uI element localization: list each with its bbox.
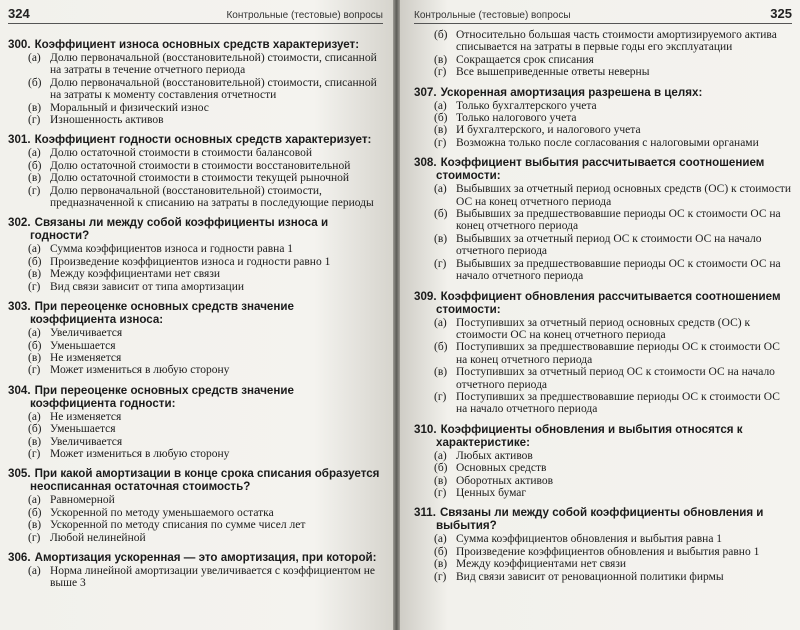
option-text: Долю первоначальной (восстановительной) стоимости, списанной на затраты к моменту составления отчетности [50,76,377,102]
answer-option [414,54,792,66]
option-text: Сокращается срок списания [456,53,594,66]
option-text: Уменьшается [50,423,116,436]
option-text: Любых активов [456,449,533,462]
answer-options [8,243,383,293]
question-block [8,216,383,293]
answer-option [8,52,383,77]
question-number: 307. [414,85,437,99]
answer-option [414,208,792,233]
question-text: Коэффициент обновления рассчитывается соотношением стоимости: [436,289,781,316]
question-title [8,38,383,51]
question-number: 305. [8,467,31,481]
option-mark: (а) [28,494,41,507]
question-number: 309. [414,289,437,303]
continued-options [414,29,792,79]
option-text: Может измениться в любую сторону [50,364,230,377]
answer-option [414,475,792,487]
answer-option [414,487,792,499]
question-block [414,290,792,416]
question-title [8,300,383,326]
option-text: И бухгалтерского, и налогового учета [456,124,641,137]
option-mark: (а) [28,327,41,340]
question-number: 308. [414,156,437,170]
question-text: При переоценке основных средств значение коэффициента годности: [30,383,294,410]
question-title [8,133,383,146]
option-text: Равномерной [50,494,115,507]
answer-options [414,100,792,150]
answer-option [8,565,383,590]
option-mark: (г) [434,136,447,149]
question-block [8,384,383,461]
answer-option [8,160,383,172]
answer-option [414,546,792,558]
question-number: 311. [414,506,436,520]
answer-option [414,100,792,112]
answer-option [414,183,792,208]
answer-option [414,258,792,283]
option-text: Ускоренной по методу уменьшаемого остатка [50,506,274,519]
option-mark: (а) [28,410,41,423]
option-text: Только бухгалтерского учета [456,99,597,112]
question-number: 304. [8,383,31,397]
answer-option [414,366,792,391]
option-mark: (в) [28,268,42,281]
answer-option [414,571,792,583]
right-running-head [414,6,792,24]
left-running-title: Контрольные (тестовые) вопросы [226,10,383,21]
answer-option [414,137,792,149]
option-text: Относительно большая часть стоимости амортизируемого актива списывается на затраты в первые годы его эксплуатации [456,29,777,54]
option-mark: (б) [28,76,42,89]
question-text: Коэффициент выбытия рассчитывается соотношением стоимости: [436,156,765,183]
option-mark: (а) [28,147,41,160]
option-text: Все вышеприведенные ответы неверны [456,66,650,79]
question-title [414,156,792,182]
answer-option [414,66,792,78]
answer-option [414,462,792,474]
answer-option [8,327,383,339]
answer-option [8,448,383,460]
option-text: Выбывших за отчетный период основных средств (ОС) к стоимости ОС на конец отчетного периода [456,183,791,208]
answer-option [414,112,792,124]
option-text: Долю остаточной стоимости в стоимости восстановительной [50,159,351,172]
option-text: Норма линейной амортизации увеличивается с коэффициентом не выше 3 [50,564,376,590]
left-page-number: 324 [8,6,30,21]
answer-option [414,317,792,342]
option-mark: (г) [434,66,447,79]
question-title [8,384,383,410]
answer-options [8,52,383,126]
answer-option [8,436,383,448]
option-mark: (б) [434,545,448,558]
answer-option [414,341,792,366]
option-mark: (г) [28,531,41,544]
option-text: Моральный и физический износ [50,101,209,114]
option-text: Возможна только после согласования с налоговыми органами [456,136,759,149]
option-mark: (в) [434,53,448,66]
question-block [8,551,383,590]
answer-options [414,317,792,416]
question-text: Связаны ли между собой коэффициенты обновления и выбытия? [436,506,764,533]
option-mark: (а) [434,99,447,112]
question-number: 306. [8,550,31,564]
question-text: При какой амортизации в конце срока списания образуется неосписанная остаточная стоимость? [30,467,380,494]
option-mark: (в) [434,366,448,379]
option-mark: (в) [28,435,42,448]
option-mark: (б) [434,341,448,354]
question-title [8,216,383,242]
option-mark: (а) [434,183,447,196]
option-text: Увеличивается [50,435,123,448]
option-mark: (г) [28,447,41,460]
option-mark: (г) [28,364,41,377]
answer-option [414,533,792,545]
option-text: Поступивших за отчетный период основных средств (ОС) к стоимости ОС на конец отчетного периода [456,316,751,341]
answer-option [8,114,383,126]
option-text: Изношенность активов [50,114,164,127]
answer-options [414,450,792,500]
answer-option [8,256,383,268]
question-block [8,467,383,544]
option-text: Выбывших за отчетный период ОС к стоимости ОС на начало отчетного периода [456,232,762,258]
option-mark: (в) [28,101,42,114]
option-mark: (б) [28,159,42,172]
option-mark: (в) [434,558,448,571]
answer-option [8,352,383,364]
right-page [400,0,800,630]
answer-option [414,124,792,136]
question-block [8,300,383,377]
option-text: Долю первоначальной (восстановительной) стоимости, предназначенной к списанию на затраты в последующие периоды [50,184,374,210]
answer-option [8,172,383,184]
option-text: Основных средств [456,462,547,475]
option-mark: (а) [434,449,447,462]
answer-option [8,77,383,102]
question-title [8,551,383,564]
continued-question [414,29,792,79]
answer-option [8,519,383,531]
question-title [414,506,792,532]
question-text: При переоценке основных средств значение коэффициента износа: [30,300,294,327]
answer-option [414,29,792,54]
question-title [8,467,383,493]
option-text: Выбывших за предшествовавшие периоды ОС к стоимости ОС на начало отчетного периода [456,257,781,283]
answer-option [8,147,383,159]
option-text: Долю остаточной стоимости в стоимости балансовой [50,147,312,160]
option-text: Не изменяется [50,410,122,423]
option-mark: (б) [28,255,42,268]
option-text: Между коэффициентами нет связи [50,268,221,281]
question-number: 303. [8,300,31,314]
option-mark: (а) [28,52,41,64]
left-page [0,0,393,630]
option-mark: (в) [28,519,42,532]
answer-option [8,340,383,352]
option-text: Только налогового учета [456,112,577,125]
option-text: Ускоренной по методу списания по сумме чисел лет [50,519,306,532]
option-mark: (г) [28,280,41,293]
answer-options [414,533,792,583]
left-question-list [8,38,383,590]
answer-options [8,147,383,209]
option-text: Может измениться в любую сторону [50,447,230,460]
question-block [8,133,383,209]
answer-options [8,327,383,377]
question-text: Коэффициент годности основных средств характеризует: [34,133,372,147]
right-running-title: Контрольные (тестовые) вопросы [414,10,571,21]
answer-options [414,183,792,282]
answer-option [8,494,383,506]
answer-option [8,364,383,376]
option-mark: (в) [434,474,448,487]
right-page-number: 325 [770,6,792,21]
option-mark: (б) [434,112,448,125]
option-text: Поступивших за предшествовавшие периоды ОС к стоимости ОС на конец отчетного периода [456,341,780,366]
book-gutter [393,0,400,630]
question-title [414,423,792,449]
option-mark: (г) [434,390,447,403]
option-mark: (г) [28,184,41,197]
option-mark: (а) [434,316,447,329]
answer-option [8,507,383,519]
answer-option [8,532,383,544]
option-mark: (в) [434,232,448,245]
option-text: Оборотных активов [456,474,554,487]
question-number: 310. [414,422,437,436]
option-text: Долю остаточной стоимости в стоимости текущей рыночной [50,172,350,185]
question-text: Ускоренная амортизация разрешена в целях: [440,85,703,99]
answer-options [8,494,383,544]
question-block [414,506,792,583]
option-text: Уменьшается [50,339,116,352]
option-text: Не изменяется [50,351,122,364]
question-block [414,86,792,150]
option-text: Выбывших за предшествовавшие периоды ОС к стоимости ОС на конец отчетного периода [456,208,781,233]
option-mark: (б) [28,506,42,519]
option-mark: (а) [28,243,41,256]
question-text: Амортизация ускоренная — это амортизация, при которой: [34,550,377,564]
answer-option [8,281,383,293]
question-block [8,38,383,126]
option-text: Поступивших за предшествовавшие периоды ОС к стоимости ОС на начало отчетного периода [456,390,780,416]
option-text: Любой нелинейной [50,531,146,544]
question-text: Коэффициенты обновления и выбытия относятся к характеристике: [436,422,743,449]
option-text: Сумма коэффициентов обновления и выбытия равна 1 [456,533,723,546]
option-mark: (в) [28,172,42,185]
option-mark: (б) [434,208,448,221]
question-block [414,423,792,500]
option-mark: (а) [28,564,41,577]
option-mark: (б) [28,339,42,352]
question-number: 302. [8,216,31,230]
answer-option [8,185,383,210]
question-block [414,156,792,282]
answer-option [414,450,792,462]
option-text: Долю первоначальной (восстановительной) стоимости, списанной на затраты в течение отчетного периода [50,52,377,77]
option-text: Поступивших за отчетный период ОС к стоимости ОС на начало отчетного периода [456,366,775,391]
option-text: Ценных бумаг [456,486,527,499]
answer-option [8,268,383,280]
option-mark: (г) [434,486,447,499]
option-mark: (б) [434,29,448,41]
option-mark: (г) [434,570,447,583]
option-text: Между коэффициентами нет связи [456,558,627,571]
option-text: Произведение коэффициентов износа и годности равно 1 [50,255,331,268]
question-title [414,290,792,316]
answer-options [8,565,383,590]
question-number: 300. [8,38,31,51]
answer-option [8,423,383,435]
left-running-head [8,6,383,24]
question-text: Связаны ли между собой коэффициенты износа и годности? [30,216,329,243]
answer-option [414,391,792,416]
answer-option [8,102,383,114]
option-text: Вид связи зависит от типа амортизации [50,280,245,293]
question-title [414,86,792,99]
option-mark: (а) [434,533,447,546]
answer-options [8,411,383,461]
option-text: Увеличивается [50,327,123,340]
option-mark: (в) [434,124,448,137]
question-number: 301. [8,133,31,147]
option-mark: (б) [28,423,42,436]
option-text: Вид связи зависит от реновационной политики фирмы [456,570,724,583]
question-text: Коэффициент износа основных средств характеризует: [34,38,360,51]
answer-option [414,558,792,570]
answer-option [414,233,792,258]
option-mark: (г) [434,257,447,270]
option-mark: (в) [28,351,42,364]
option-mark: (б) [434,462,448,475]
right-question-list [414,86,792,583]
answer-option [8,411,383,423]
option-text: Сумма коэффициентов износа и годности равна 1 [50,243,294,256]
answer-option [8,243,383,255]
option-text: Произведение коэффициентов обновления и выбытия равно 1 [456,545,760,558]
option-mark: (г) [28,114,41,127]
